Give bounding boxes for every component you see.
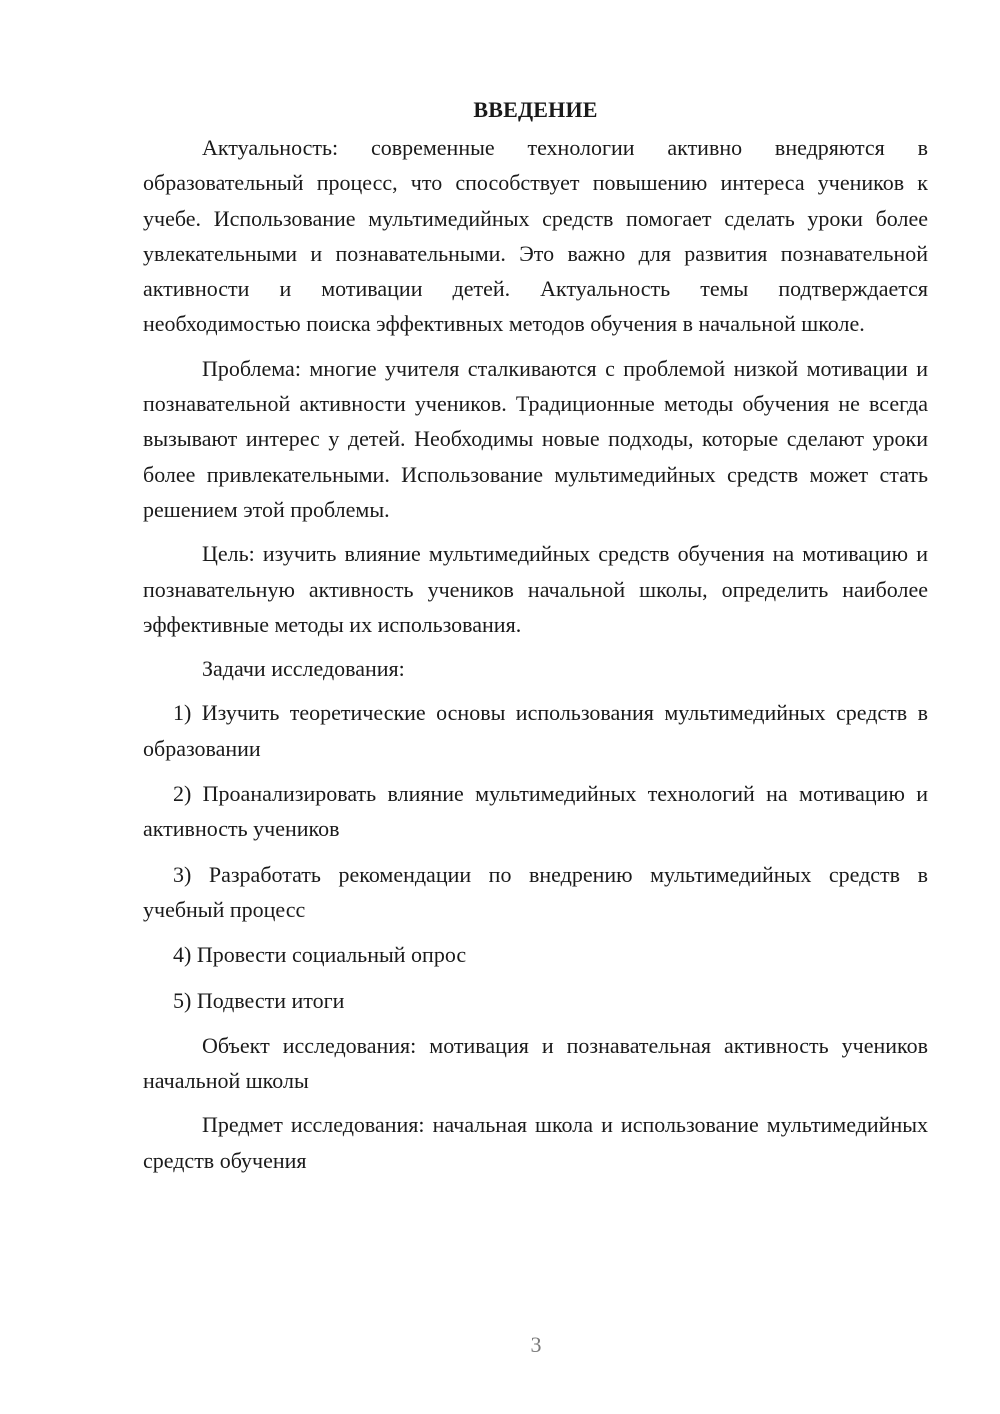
list-item: 1) Изучить теоретические основы использования мультимедийных средств в образовании <box>143 700 928 761</box>
list-item: 3) Разработать рекомендации по внедрению мультимедийных средств в учебный процесс <box>143 861 928 922</box>
paragraph-relevance: Актуальность: современные технологии активно внедряются в образовательный процесс, что способствует повышению интереса учеников к учебе. Использование мультимедийных средств помогает сделать уроки более увлекательными и познавательными. Это важно для развития познавательной активности и мотивации детей. Актуальность темы подтверждается необходимостью поиска эффективных методов обучения в начальной школе. <box>143 135 928 337</box>
tasks-list <box>143 695 928 1017</box>
paragraph-object: Объект исследования: мотивация и познавательная активность учеников начальной школы <box>143 1032 928 1094</box>
paragraph-subject: Предмет исследования: начальная школа и использование мультимедийных средств обучения <box>143 1112 928 1173</box>
list-item: 4) Провести социальный опрос <box>173 942 467 968</box>
list-item: 5) Подвести итоги <box>173 987 345 1013</box>
page-number: 3 <box>530 1332 542 1357</box>
section-heading: ВВЕДЕНИЕ <box>473 97 598 122</box>
paragraph-problem: Проблема: многие учителя сталкиваются с проблемой низкой мотивации и познавательной активности учеников. Традиционные методы обучения не всегда вызывают интерес у детей. Необходимы новые подходы, которые сделают уроки более привлекательными. Использование мультимедийных средств может стать решением этой проблемы. <box>143 355 928 522</box>
tasks-heading: Задачи исследования: <box>202 656 405 682</box>
paragraph-goal: Цель: изучить влияние мультимедийных средств обучения на мотивацию и познавательную активность учеников начальной школы, определить наиболее эффективные методы их использования. <box>143 541 928 637</box>
list-item: 2) Проанализировать влияние мультимедийных технологий на мотивацию и активность учеников <box>143 781 928 842</box>
document-body <box>143 92 928 1187</box>
